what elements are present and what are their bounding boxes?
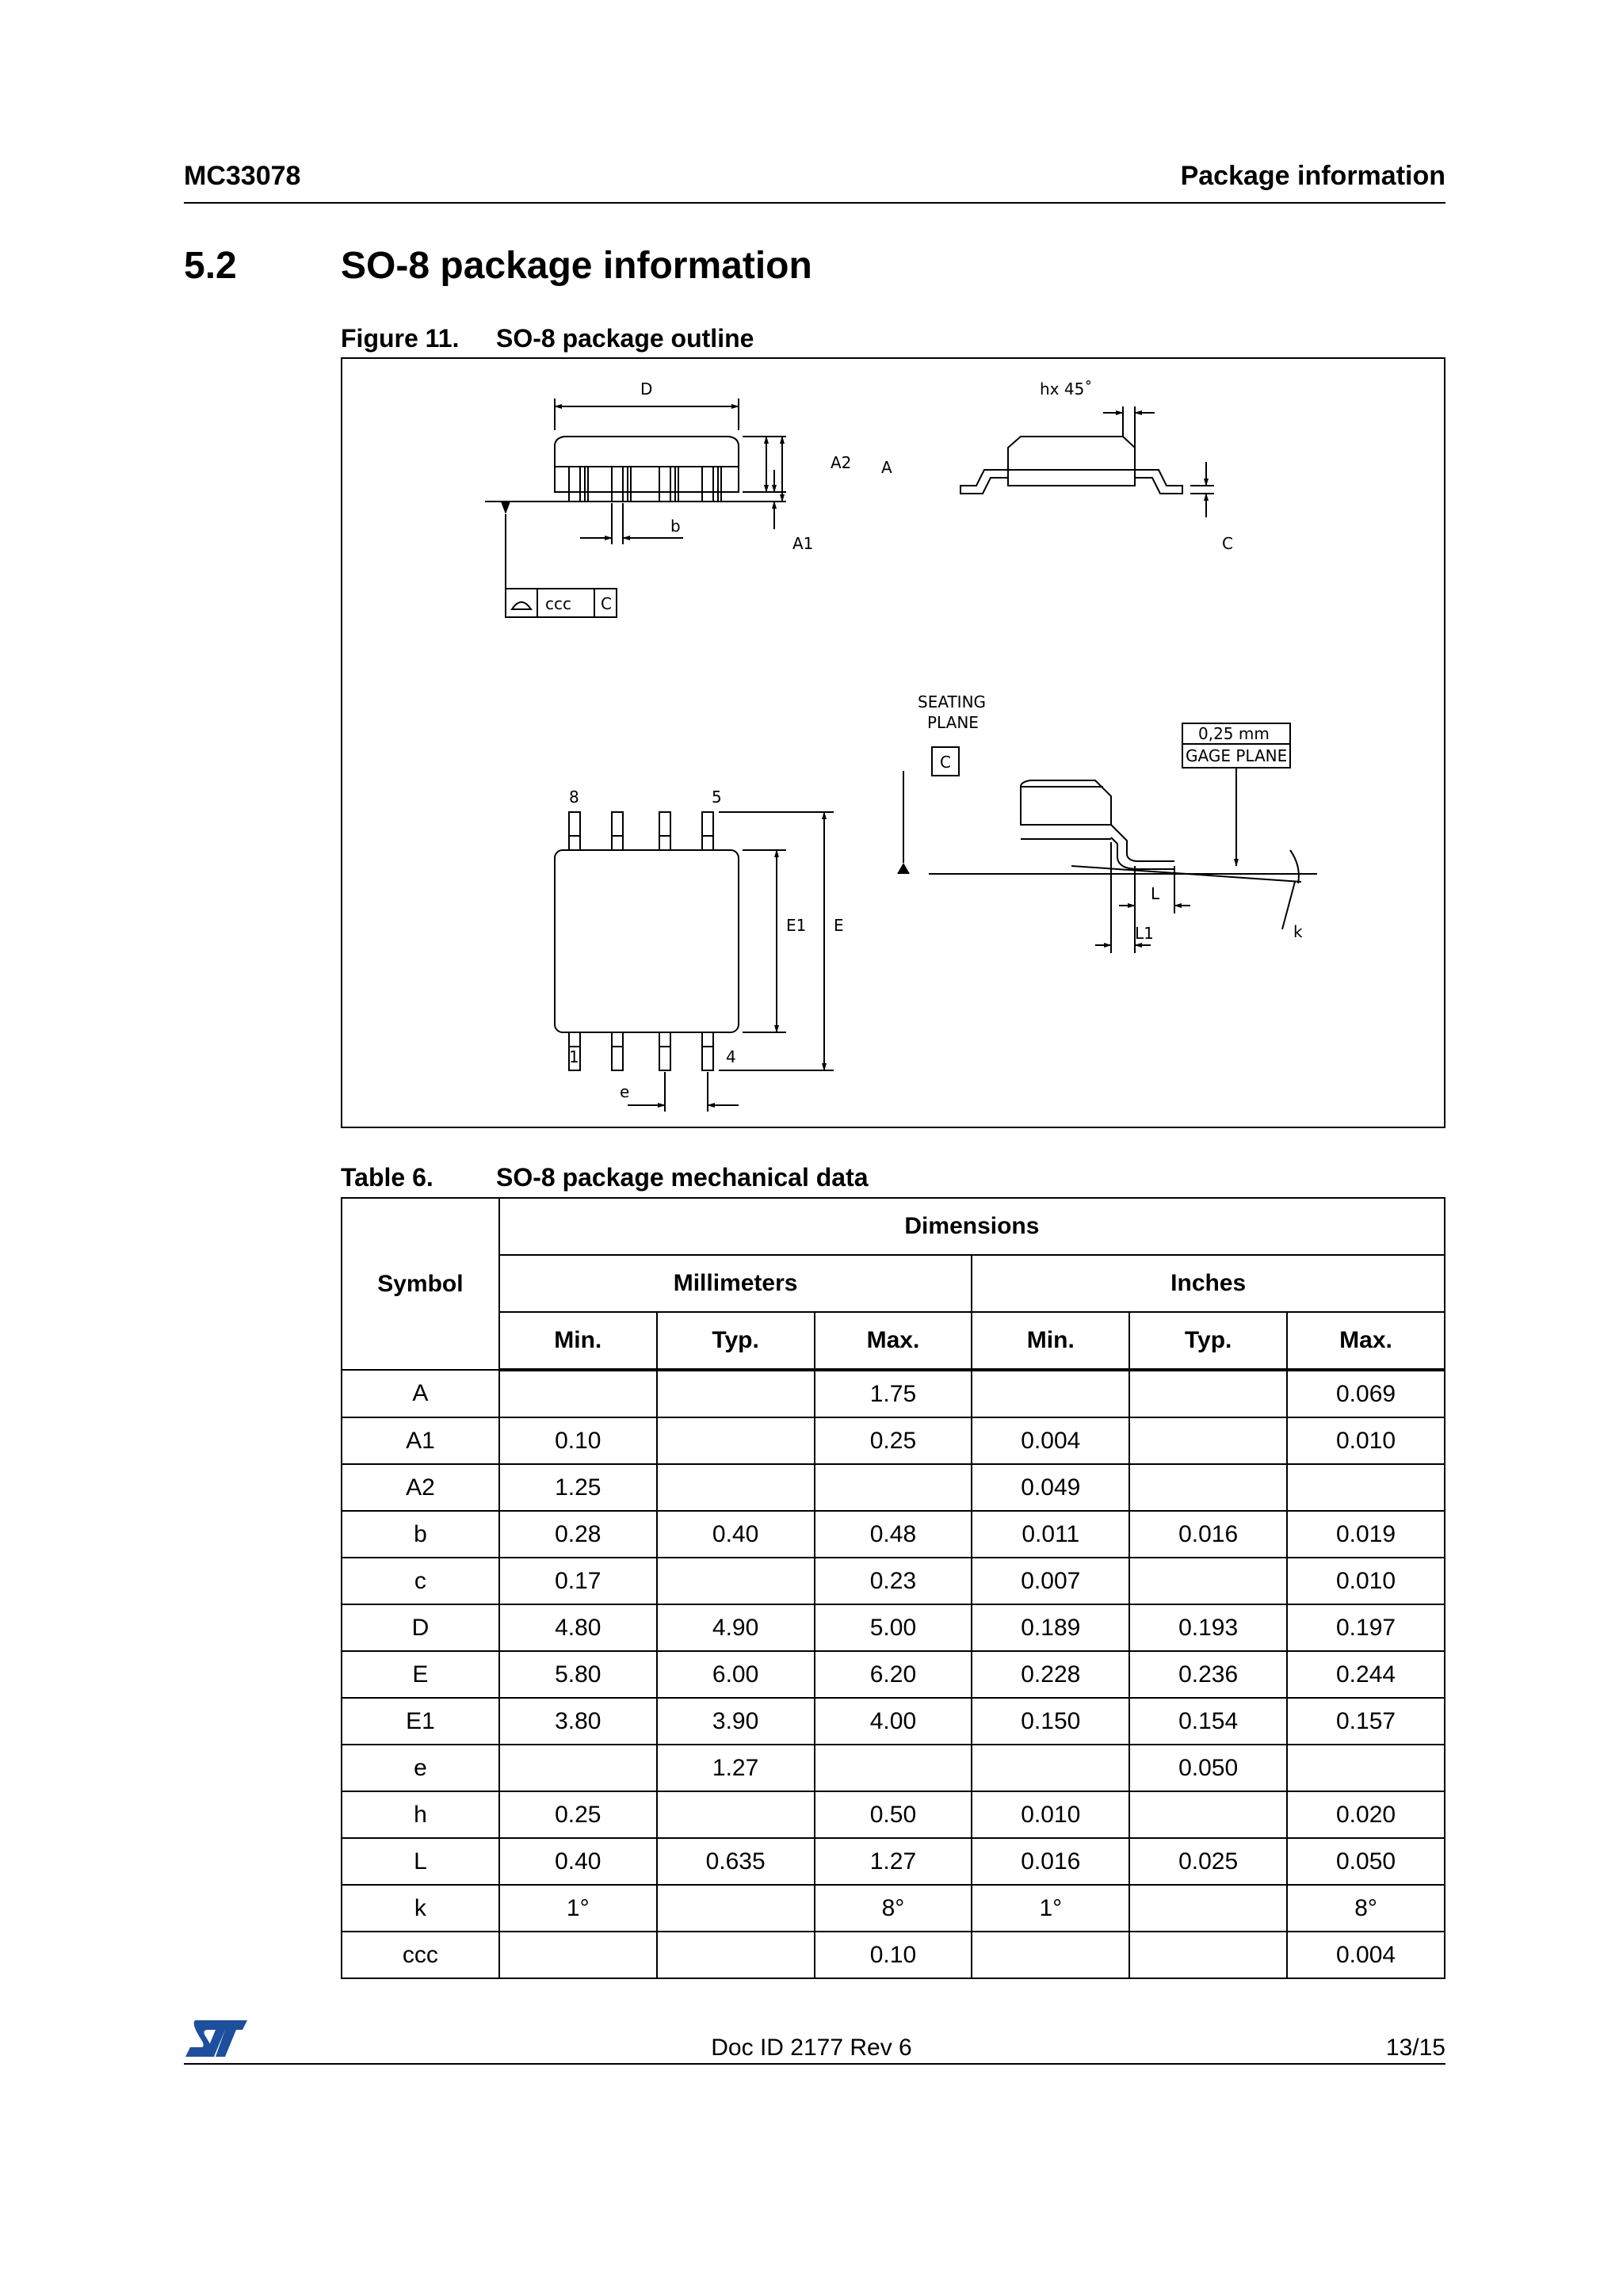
dim-label-L1: L1 [1135, 924, 1154, 943]
value-cell [657, 1464, 815, 1511]
value-cell: 6.00 [657, 1651, 815, 1698]
value-cell: 0.010 [1287, 1417, 1445, 1464]
col-header-in-min: Min. [972, 1312, 1129, 1370]
symbol-cell: k [342, 1885, 499, 1932]
symbol-cell: c [342, 1558, 499, 1604]
value-cell: 0.635 [657, 1838, 815, 1885]
value-cell [1129, 1370, 1287, 1417]
pin-label-5: 5 [712, 788, 722, 807]
col-header-in-max: Max. [1287, 1312, 1445, 1370]
footer-rule [184, 2063, 1445, 2065]
value-cell: 0.10 [815, 1932, 972, 1978]
table-row [342, 1464, 1445, 1511]
value-cell: 0.48 [815, 1511, 972, 1558]
value-cell: 0.50 [815, 1791, 972, 1838]
value-cell: 0.004 [1287, 1932, 1445, 1978]
table-row [342, 1558, 1445, 1604]
value-cell: 0.17 [499, 1558, 657, 1604]
top-view-leads-upper [569, 812, 713, 850]
value-cell: 0.193 [1129, 1604, 1287, 1651]
dim-label-k: k [1293, 922, 1303, 941]
table-row [342, 1698, 1445, 1745]
value-cell: 0.236 [1129, 1651, 1287, 1698]
footer-doc-id: Doc ID 2177 Rev 6 [711, 2035, 912, 2061]
value-cell [499, 1745, 657, 1791]
value-cell: 1.25 [499, 1464, 657, 1511]
value-cell: 1.27 [657, 1745, 815, 1791]
value-cell: 0.157 [1287, 1698, 1445, 1745]
symbol-cell: A [342, 1370, 499, 1417]
package-outline-figure [341, 357, 1445, 1128]
section-number: 5.2 [184, 245, 237, 287]
package-outline-drawing [342, 359, 1444, 1127]
symbol-cell: E1 [342, 1698, 499, 1745]
value-cell: 0.016 [972, 1838, 1129, 1885]
symbol-cell: L [342, 1838, 499, 1885]
value-cell: 0.23 [815, 1558, 972, 1604]
top-view-labels [569, 788, 844, 1101]
value-cell: 0.016 [1129, 1511, 1287, 1558]
value-cell: 0.28 [499, 1511, 657, 1558]
dim-label-hx45: hx 45˚ [1040, 379, 1093, 399]
value-cell: 0.010 [972, 1791, 1129, 1838]
dim-label-A: A [881, 458, 892, 477]
figure-title: SO-8 package outline [496, 324, 754, 353]
value-cell [657, 1932, 815, 1978]
seating-plane-label-1: SEATING [918, 692, 987, 711]
value-cell: 0.004 [972, 1417, 1129, 1464]
value-cell [972, 1932, 1129, 1978]
side-view-leads [569, 467, 721, 502]
gage-plane-label: GAGE PLANE [1186, 746, 1288, 765]
value-cell: 1.75 [815, 1370, 972, 1417]
value-cell [1129, 1932, 1287, 1978]
dim-label-L: L [1151, 884, 1160, 903]
value-cell: 0.050 [1287, 1838, 1445, 1885]
value-cell [972, 1745, 1129, 1791]
value-cell: 0.40 [657, 1511, 815, 1558]
value-cell: 0.25 [499, 1791, 657, 1838]
value-cell: 0.025 [1129, 1838, 1287, 1885]
value-cell: 0.197 [1287, 1604, 1445, 1651]
symbol-cell: D [342, 1604, 499, 1651]
footer-page-number: 13/15 [1385, 2035, 1445, 2061]
table-row [342, 1838, 1445, 1885]
value-cell [815, 1745, 972, 1791]
table-caption [341, 1163, 869, 1192]
col-header-dimensions: Dimensions [499, 1198, 1445, 1255]
value-cell [1287, 1464, 1445, 1511]
value-cell: 4.90 [657, 1604, 815, 1651]
symbol-cell: A2 [342, 1464, 499, 1511]
value-cell: 0.154 [1129, 1698, 1287, 1745]
value-cell [657, 1791, 815, 1838]
value-cell [1129, 1417, 1287, 1464]
table-row [342, 1370, 1445, 1417]
symbol-cell: b [342, 1511, 499, 1558]
dim-label-C: C [1222, 534, 1233, 553]
col-header-millimeters: Millimeters [499, 1255, 972, 1312]
table-row [342, 1791, 1445, 1838]
value-cell [1129, 1558, 1287, 1604]
col-header-in-typ: Typ. [1129, 1312, 1287, 1370]
symbol-cell: E [342, 1651, 499, 1698]
value-cell: 0.244 [1287, 1651, 1445, 1698]
value-cell [1129, 1464, 1287, 1511]
dim-label-e: e [620, 1082, 630, 1101]
value-cell: 8° [815, 1885, 972, 1932]
value-cell [499, 1932, 657, 1978]
figure-number: Figure 11. [341, 324, 460, 353]
table-row [342, 1604, 1445, 1651]
value-cell [1287, 1745, 1445, 1791]
pin-label-1: 1 [569, 1047, 579, 1066]
table-row [342, 1511, 1445, 1558]
gage-distance-label: 0,25 mm [1198, 724, 1270, 743]
value-cell: 0.25 [815, 1417, 972, 1464]
header-doc-name: MC33078 [184, 161, 301, 191]
table-title: SO-8 package mechanical data [496, 1163, 869, 1192]
value-cell [499, 1370, 657, 1417]
table-row [342, 1885, 1445, 1932]
value-cell: 3.90 [657, 1698, 815, 1745]
mechanical-data-body [342, 1370, 1445, 1978]
value-cell: 3.80 [499, 1698, 657, 1745]
table-row [342, 1745, 1445, 1791]
dim-label-A2: A2 [831, 453, 852, 472]
seating-datum-label: C [940, 753, 951, 772]
value-cell: 0.189 [972, 1604, 1129, 1651]
symbol-cell: A1 [342, 1417, 499, 1464]
figure-caption [341, 324, 754, 353]
value-cell [657, 1370, 815, 1417]
header-rule [184, 202, 1445, 204]
value-cell [657, 1558, 815, 1604]
value-cell [1129, 1885, 1287, 1932]
value-cell: 1° [972, 1885, 1129, 1932]
value-cell: 6.20 [815, 1651, 972, 1698]
dim-label-D: D [640, 379, 653, 399]
value-cell: 0.007 [972, 1558, 1129, 1604]
col-header-mm-typ: Typ. [657, 1312, 815, 1370]
pin-label-8: 8 [569, 788, 579, 807]
value-cell: 1.27 [815, 1838, 972, 1885]
mechanical-data-table [341, 1197, 1445, 1979]
value-cell [657, 1417, 815, 1464]
value-cell: 0.019 [1287, 1511, 1445, 1558]
value-cell: 8° [1287, 1885, 1445, 1932]
value-cell [815, 1464, 972, 1511]
symbol-cell: h [342, 1791, 499, 1838]
col-header-inches: Inches [972, 1255, 1445, 1312]
seating-plane-label-2: PLANE [927, 713, 979, 732]
side-view [485, 399, 786, 617]
pin-label-4: 4 [726, 1047, 736, 1066]
value-cell: 0.228 [972, 1651, 1129, 1698]
value-cell [657, 1885, 815, 1932]
value-cell: 0.050 [1129, 1745, 1287, 1791]
value-cell [972, 1370, 1129, 1417]
table-row [342, 1932, 1445, 1978]
symbol-cell: ccc [342, 1932, 499, 1978]
table-row [342, 1651, 1445, 1698]
value-cell: 5.00 [815, 1604, 972, 1651]
value-cell: 0.011 [972, 1511, 1129, 1558]
value-cell: 0.40 [499, 1838, 657, 1885]
value-cell: 0.069 [1287, 1370, 1445, 1417]
end-view [960, 406, 1214, 517]
dim-label-A1: A1 [792, 534, 814, 553]
value-cell: 0.049 [972, 1464, 1129, 1511]
table-row [342, 1417, 1445, 1464]
value-cell: 1° [499, 1885, 657, 1932]
value-cell: 0.010 [1287, 1558, 1445, 1604]
top-view-leads-lower [569, 1032, 713, 1070]
value-cell: 4.80 [499, 1604, 657, 1651]
value-cell: 0.10 [499, 1417, 657, 1464]
value-cell [1129, 1791, 1287, 1838]
section-title: SO-8 package information [341, 245, 812, 287]
col-header-mm-min: Min. [499, 1312, 657, 1370]
ccc-datum-label: C [601, 594, 612, 613]
header-section-name: Package information [1180, 161, 1445, 191]
symbol-cell: e [342, 1745, 499, 1791]
value-cell: 0.150 [972, 1698, 1129, 1745]
table-number: Table 6. [341, 1163, 433, 1192]
dim-label-E: E [834, 916, 844, 935]
col-header-mm-max: Max. [815, 1312, 972, 1370]
top-view [555, 812, 834, 1112]
ccc-label: ccc [545, 594, 571, 613]
dim-label-E1: E1 [786, 916, 807, 935]
value-cell: 5.80 [499, 1651, 657, 1698]
value-cell: 4.00 [815, 1698, 972, 1745]
value-cell: 0.020 [1287, 1791, 1445, 1838]
end-view-labels [1040, 379, 1233, 553]
col-header-symbol: Symbol [342, 1198, 499, 1370]
dim-label-b: b [670, 517, 681, 536]
